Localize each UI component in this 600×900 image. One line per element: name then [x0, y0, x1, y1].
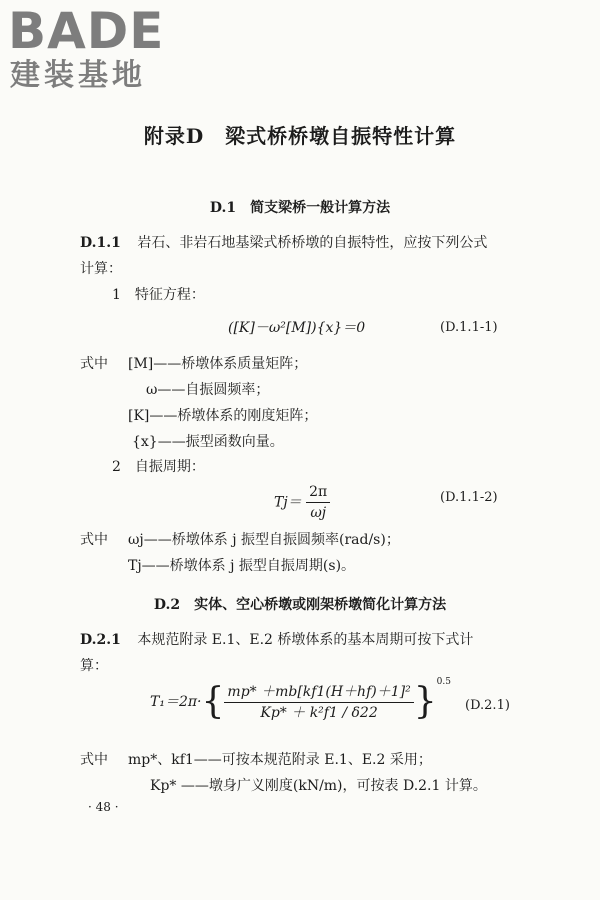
fraction [306, 482, 330, 523]
denominator: ωj [310, 505, 327, 521]
where-item: [K]——桥墩体系的刚度矩阵； [128, 408, 318, 424]
clause-text: 岩石、非岩石地基梁式桥桥墩的自振特性，应按下列公式 [137, 235, 488, 251]
where-item: Kp* ——墩身广义刚度(kN/m)，可按表 D.2.1 计算。 [150, 778, 487, 794]
where-item: mp*、kf1——可按本规范附录 E.1、E.2 采用； [128, 752, 432, 768]
clause-text: 本规范附录 E.1、E.2 桥墩体系的基本周期可按下式计 [137, 632, 474, 648]
item-characteristic-equation: 1 特征方程： [112, 287, 205, 303]
denominator: Kp* ＋ k²f1 / δ22 [260, 704, 378, 721]
right-brace: } [413, 681, 437, 722]
where-label: 式中 [80, 752, 108, 768]
page-title: 附录D 梁式桥桥墩自振特性计算 [143, 124, 457, 148]
equation-d221 [150, 672, 451, 732]
where-label: 式中 [80, 356, 108, 372]
page-number: · 48 · [88, 800, 119, 814]
fraction [224, 682, 413, 723]
where-item: ω——自振圆频率； [146, 382, 270, 398]
equation-number: (D.1.1-1) [440, 320, 498, 335]
section-heading-d1: D.1 简支梁桥一般计算方法 [209, 200, 391, 216]
clause-d111-line2: 计算： [80, 261, 122, 277]
equation-lhs: Tj＝ [274, 494, 302, 511]
clause-number: D.2.1 [80, 632, 121, 648]
equation-lhs: T₁＝2π· [150, 694, 202, 710]
where-item: [M]——桥墩体系质量矩阵； [128, 356, 308, 372]
clause-d221-line2: 算： [80, 658, 108, 674]
item-natural-period: 2 自振周期： [112, 459, 205, 475]
clause-d111-line1 [80, 233, 487, 253]
equation-d111-1: ([K]－ω²[M]){x}＝0 [228, 320, 366, 336]
section-heading-d2: D.2 实体、空心桥墩或刚架桥墩简化计算方法 [153, 597, 447, 613]
equation-d111-2 [274, 482, 330, 523]
numerator: 2π [306, 482, 330, 503]
clause-number: D.1.1 [80, 235, 121, 251]
equation-number: (D.1.1-2) [440, 490, 498, 505]
logo-text-cn: 建装基地 [10, 58, 146, 93]
numerator: mp* ＋mb[kf1(H＋hf)＋1]² [224, 682, 413, 703]
logo-text-en: BADE [8, 2, 165, 60]
where-item: Tj——桥墩体系 j 振型自振周期(s)。 [128, 558, 356, 574]
equation-number: (D.2.1) [465, 698, 510, 713]
left-brace: { [201, 681, 225, 722]
clause-d221-line1 [80, 630, 473, 650]
exponent: 0.5 [436, 677, 451, 687]
where-label: 式中 [80, 532, 108, 548]
where-item: {x}——振型函数向量。 [132, 434, 284, 450]
where-item: ωj——桥墩体系 j 振型自振圆频率(rad/s)； [128, 532, 400, 548]
